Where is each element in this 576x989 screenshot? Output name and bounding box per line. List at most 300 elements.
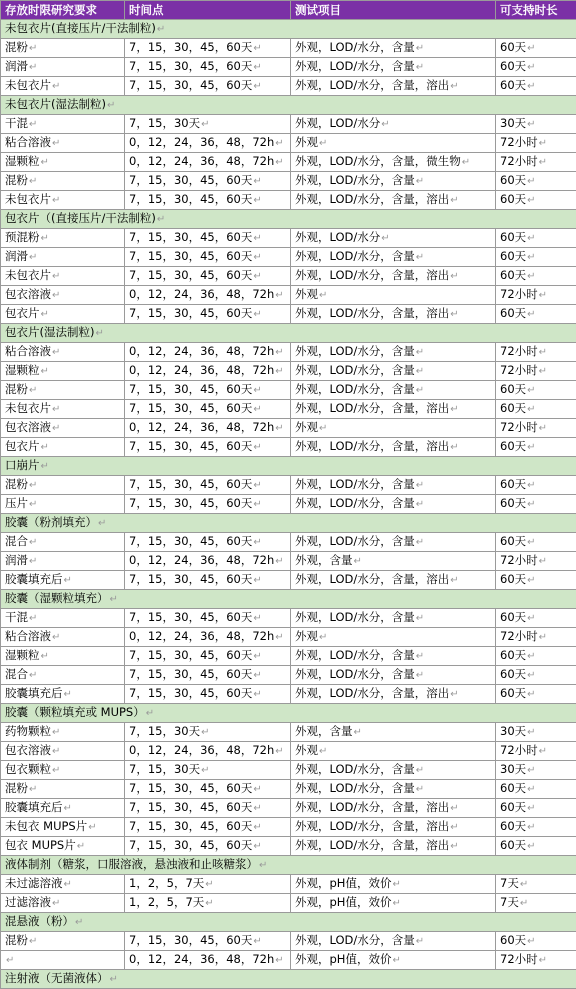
cell-stage	[1, 799, 125, 818]
paragraph-mark-icon: ↵	[527, 651, 535, 662]
paragraph-mark-icon: ↵	[253, 670, 261, 681]
cell-tests	[291, 77, 496, 96]
paragraph-mark-icon: ↵	[41, 442, 49, 453]
cell-tests-text: 外观	[295, 420, 318, 434]
paragraph-mark-icon: ↵	[52, 138, 60, 149]
cell-duration	[496, 571, 576, 590]
cell-stage	[1, 305, 125, 324]
table-row	[1, 248, 576, 267]
section-title	[1, 96, 576, 115]
cell-stage-text: 过滤溶液	[5, 895, 51, 909]
paragraph-mark-icon: ↵	[29, 385, 37, 396]
cell-duration-text: 72小时	[500, 344, 538, 358]
paragraph-mark-icon: ↵	[52, 404, 60, 415]
cell-stage-text: 包衣溶液	[5, 743, 51, 757]
cell-timepoints-text: 7，15，30，45，60天	[129, 496, 252, 510]
cell-timepoints-text: 7，15，30，45，60天	[129, 534, 252, 548]
paragraph-mark-icon: ↵	[157, 24, 165, 35]
cell-tests	[291, 628, 496, 647]
cell-stage	[1, 609, 125, 628]
cell-tests-text: 外观，LOD/水分，含量，溶出	[295, 800, 449, 814]
cell-timepoints-text: 7，15，30天	[129, 116, 200, 130]
paragraph-mark-icon: ↵	[539, 423, 547, 434]
header-test-items: 测试项目	[291, 1, 496, 20]
paragraph-mark-icon: ↵	[275, 632, 283, 643]
paragraph-mark-icon: ↵	[253, 480, 261, 491]
cell-timepoints-text: 7，15，30，45，60天	[129, 838, 252, 852]
cell-duration-text: 72小时	[500, 154, 538, 168]
cell-timepoints	[125, 115, 291, 134]
cell-tests-text: 外观，LOD/水分，含量	[295, 781, 415, 795]
paragraph-mark-icon: ↵	[527, 271, 535, 282]
cell-tests-text: 外观，含量	[295, 724, 353, 738]
cell-duration-text: 60天	[500, 572, 526, 586]
cell-timepoints-text: 7，15，30，45，60天	[129, 667, 252, 681]
cell-tests-text: 外观，pH值，效价	[295, 876, 391, 890]
paragraph-mark-icon: ↵	[253, 537, 261, 548]
paragraph-mark-icon: ↵	[253, 81, 261, 92]
cell-stage-text: 混粉	[5, 477, 28, 491]
paragraph-mark-icon: ↵	[253, 252, 261, 263]
table-row	[1, 723, 576, 742]
cell-timepoints	[125, 609, 291, 628]
paragraph-mark-icon: ↵	[41, 366, 49, 377]
cell-stage	[1, 229, 125, 248]
paragraph-mark-icon: ↵	[527, 309, 535, 320]
section-row	[1, 514, 576, 533]
cell-timepoints-text: 7，15，30，45，60天	[129, 173, 252, 187]
cell-tests-text: 外观，LOD/水分，含量，溶出	[295, 439, 449, 453]
paragraph-mark-icon: ↵	[416, 62, 424, 73]
cell-tests	[291, 894, 496, 913]
cell-stage-text: 未包衣片	[5, 192, 51, 206]
cell-timepoints	[125, 742, 291, 761]
cell-timepoints	[125, 419, 291, 438]
table-row	[1, 305, 576, 324]
cell-stage-text: 润滑	[5, 59, 28, 73]
cell-tests	[291, 400, 496, 419]
paragraph-mark-icon: ↵	[275, 290, 283, 301]
paragraph-mark-icon: ↵	[450, 803, 458, 814]
cell-stage-text: 包衣片	[5, 306, 40, 320]
section-title	[1, 324, 576, 343]
cell-duration	[496, 58, 576, 77]
header-duration: 可支持时长	[496, 1, 576, 20]
cell-duration	[496, 39, 576, 58]
cell-tests-text: 外观，LOD/水分，含量，溶出	[295, 306, 449, 320]
cell-stage	[1, 362, 125, 381]
cell-duration-text: 60天	[500, 838, 526, 852]
cell-tests	[291, 153, 496, 172]
cell-timepoints-text: 7，15，30，45，60天	[129, 686, 252, 700]
cell-duration-text: 60天	[500, 78, 526, 92]
section-title-text: 包衣片(湿法制粒)	[5, 325, 94, 339]
cell-stage	[1, 894, 125, 913]
cell-stage	[1, 172, 125, 191]
cell-tests	[291, 495, 496, 514]
cell-tests	[291, 305, 496, 324]
cell-stage-text: 未过滤溶液	[5, 876, 63, 890]
cell-duration-text: 60天	[500, 610, 526, 624]
paragraph-mark-icon: ↵	[527, 575, 535, 586]
paragraph-mark-icon: ↵	[416, 252, 424, 263]
cell-timepoints	[125, 666, 291, 685]
cell-timepoints	[125, 495, 291, 514]
cell-tests-text: 外观	[295, 135, 318, 149]
cell-timepoints-text: 7，15，30，45，60天	[129, 610, 252, 624]
cell-stage-text: 干混	[5, 610, 28, 624]
cell-stage-text: 湿颗粒	[5, 154, 40, 168]
paragraph-mark-icon: ↵	[52, 81, 60, 92]
paragraph-mark-icon: ↵	[539, 157, 547, 168]
paragraph-mark-icon: ↵	[539, 138, 547, 149]
cell-duration	[496, 799, 576, 818]
cell-stage	[1, 761, 125, 780]
cell-duration	[496, 761, 576, 780]
cell-stage	[1, 666, 125, 685]
cell-stage-text: 混粉	[5, 173, 28, 187]
cell-tests	[291, 552, 496, 571]
paragraph-mark-icon: ↵	[110, 974, 118, 985]
cell-timepoints	[125, 818, 291, 837]
table-row	[1, 476, 576, 495]
paragraph-mark-icon: ↵	[527, 670, 535, 681]
table-row	[1, 761, 576, 780]
cell-stage	[1, 115, 125, 134]
cell-duration-text: 60天	[500, 648, 526, 662]
cell-tests-text: 外观，LOD/水分，含量	[295, 173, 415, 187]
cell-tests-text: 外观	[295, 743, 318, 757]
section-title-text: 混悬液（粉）	[5, 914, 74, 928]
paragraph-mark-icon: ↵	[416, 784, 424, 795]
paragraph-mark-icon: ↵	[527, 689, 535, 700]
cell-stage	[1, 419, 125, 438]
paragraph-mark-icon: ↵	[29, 784, 37, 795]
paragraph-mark-icon: ↵	[539, 347, 547, 358]
cell-tests	[291, 780, 496, 799]
table-row	[1, 742, 576, 761]
cell-tests	[291, 742, 496, 761]
section-title	[1, 210, 576, 229]
cell-timepoints	[125, 381, 291, 400]
cell-stage	[1, 780, 125, 799]
section-title	[1, 457, 576, 476]
cell-timepoints-text: 0，12，24，36，48，72h	[129, 629, 274, 643]
cell-tests-text: 外观，LOD/水分，含量	[295, 344, 415, 358]
cell-stage-text: 混粉	[5, 40, 28, 54]
section-row	[1, 457, 576, 476]
table-row	[1, 419, 576, 438]
table-row	[1, 951, 576, 970]
cell-stage	[1, 400, 125, 419]
section-title-text: 注射液（无菌液体）	[5, 971, 109, 985]
table-row	[1, 343, 576, 362]
cell-stage-text: 包衣溶液	[5, 420, 51, 434]
paragraph-mark-icon: ↵	[98, 518, 106, 529]
cell-duration-text: 60天	[500, 192, 526, 206]
cell-duration	[496, 685, 576, 704]
paragraph-mark-icon: ↵	[253, 936, 261, 947]
paragraph-mark-icon: ↵	[275, 366, 283, 377]
cell-tests	[291, 723, 496, 742]
table-row	[1, 267, 576, 286]
paragraph-mark-icon: ↵	[41, 157, 49, 168]
paragraph-mark-icon: ↵	[416, 43, 424, 54]
cell-timepoints	[125, 58, 291, 77]
cell-stage	[1, 153, 125, 172]
paragraph-mark-icon: ↵	[253, 43, 261, 54]
cell-duration	[496, 875, 576, 894]
paragraph-mark-icon: ↵	[52, 746, 60, 757]
cell-timepoints-text: 7，15，30，45，60天	[129, 192, 252, 206]
section-title-text: 液体制剂（糖浆，口服溶液，悬浊液和止咳糖浆）	[5, 857, 258, 871]
section-title	[1, 20, 576, 39]
cell-tests	[291, 818, 496, 837]
paragraph-mark-icon: ↵	[527, 442, 535, 453]
cell-tests-text: 外观，pH值，效价	[295, 895, 391, 909]
cell-stage	[1, 723, 125, 742]
paragraph-mark-icon: ↵	[275, 955, 283, 966]
paragraph-mark-icon: ↵	[146, 708, 154, 719]
cell-tests-text: 外观，LOD/水分，含量	[295, 496, 415, 510]
cell-stage	[1, 495, 125, 514]
cell-stage-text: 包衣颗粒	[5, 762, 51, 776]
paragraph-mark-icon: ↵	[527, 499, 535, 510]
table-row	[1, 628, 576, 647]
section-title-text: 包衣片（(直接压片/干法制粒)	[5, 211, 156, 225]
cell-timepoints-text: 7，15，30天	[129, 724, 200, 738]
paragraph-mark-icon: ↵	[381, 233, 389, 244]
paragraph-mark-icon: ↵	[527, 936, 535, 947]
table-row	[1, 495, 576, 514]
table-row	[1, 58, 576, 77]
cell-stage	[1, 267, 125, 286]
cell-timepoints	[125, 571, 291, 590]
cell-tests	[291, 875, 496, 894]
cell-timepoints-text: 7，15，30，45，60天	[129, 59, 252, 73]
paragraph-mark-icon: ↵	[275, 423, 283, 434]
table-row	[1, 894, 576, 913]
cell-timepoints-text: 1，2，5，7天	[129, 895, 204, 909]
paragraph-mark-icon: ↵	[201, 765, 209, 776]
table-row	[1, 400, 576, 419]
paragraph-mark-icon: ↵	[157, 214, 165, 225]
paragraph-mark-icon: ↵	[527, 613, 535, 624]
cell-tests	[291, 647, 496, 666]
cell-stage-text: 干混	[5, 116, 28, 130]
cell-timepoints	[125, 153, 291, 172]
paragraph-mark-icon: ↵	[520, 898, 528, 909]
paragraph-mark-icon: ↵	[6, 955, 14, 966]
paragraph-mark-icon: ↵	[29, 613, 37, 624]
cell-duration	[496, 951, 576, 970]
cell-timepoints-text: 7，15，30，45，60天	[129, 819, 252, 833]
table-row	[1, 77, 576, 96]
cell-tests-text: 外观，LOD/水分	[295, 230, 380, 244]
table-row	[1, 286, 576, 305]
cell-stage	[1, 381, 125, 400]
paragraph-mark-icon: ↵	[527, 822, 535, 833]
cell-stage-text: 粘合溶液	[5, 344, 51, 358]
paragraph-mark-icon: ↵	[527, 803, 535, 814]
table-row	[1, 818, 576, 837]
section-title	[1, 514, 576, 533]
cell-stage	[1, 39, 125, 58]
cell-timepoints	[125, 191, 291, 210]
cell-stage-text: 混粉	[5, 933, 28, 947]
paragraph-mark-icon: ↵	[319, 632, 327, 643]
cell-tests	[291, 799, 496, 818]
cell-stage	[1, 685, 125, 704]
section-title-text: 胶囊（颗粒填充或 MUPS）	[5, 705, 145, 719]
cell-tests	[291, 666, 496, 685]
paragraph-mark-icon: ↵	[29, 936, 37, 947]
cell-tests-text: 外观，LOD/水分，含量	[295, 933, 415, 947]
cell-tests-text: 外观，LOD/水分，含量	[295, 667, 415, 681]
paragraph-mark-icon: ↵	[41, 233, 49, 244]
section-title-text: 胶囊（粉剂填充）	[5, 515, 97, 529]
table-row	[1, 381, 576, 400]
paragraph-mark-icon: ↵	[527, 765, 535, 776]
paragraph-mark-icon: ↵	[539, 290, 547, 301]
cell-stage	[1, 552, 125, 571]
cell-tests-text: 外观，LOD/水分，含量，溶出	[295, 268, 449, 282]
cell-tests-text: 外观，LOD/水分，含量	[295, 59, 415, 73]
cell-tests	[291, 229, 496, 248]
cell-duration-text: 60天	[500, 230, 526, 244]
paragraph-mark-icon: ↵	[527, 119, 535, 130]
cell-timepoints	[125, 77, 291, 96]
paragraph-mark-icon: ↵	[52, 271, 60, 282]
cell-tests	[291, 476, 496, 495]
cell-duration-text: 60天	[500, 477, 526, 491]
table-row	[1, 552, 576, 571]
table-row	[1, 647, 576, 666]
cell-stage-text: 药物颗粒	[5, 724, 51, 738]
paragraph-mark-icon: ↵	[416, 670, 424, 681]
table-row	[1, 837, 576, 856]
cell-stage-text: 胶囊填充后	[5, 686, 63, 700]
cell-duration-text: 60天	[500, 401, 526, 415]
cell-duration	[496, 476, 576, 495]
section-row	[1, 590, 576, 609]
table-row	[1, 666, 576, 685]
cell-tests	[291, 115, 496, 134]
cell-stage-text: 未包衣 MUPS片	[5, 819, 87, 833]
cell-timepoints-text: 7，15，30，45，60天	[129, 306, 252, 320]
cell-stage	[1, 837, 125, 856]
header-requirement: 存放时限研究要求	[1, 1, 125, 20]
section-title	[1, 856, 576, 875]
cell-duration-text: 60天	[500, 667, 526, 681]
cell-timepoints	[125, 267, 291, 286]
cell-tests-text: 外观，LOD/水分，含量	[295, 477, 415, 491]
paragraph-mark-icon: ↵	[527, 252, 535, 263]
section-row	[1, 970, 576, 989]
cell-timepoints	[125, 134, 291, 153]
cell-timepoints	[125, 894, 291, 913]
cell-duration	[496, 666, 576, 685]
cell-duration-text: 72小时	[500, 135, 538, 149]
cell-tests	[291, 837, 496, 856]
cell-tests	[291, 362, 496, 381]
section-title-text: 胶囊（湿颗粒填充）	[5, 591, 109, 605]
paragraph-mark-icon: ↵	[41, 309, 49, 320]
cell-timepoints	[125, 476, 291, 495]
cell-duration	[496, 723, 576, 742]
cell-stage-text: 润滑	[5, 249, 28, 263]
cell-stage	[1, 932, 125, 951]
paragraph-mark-icon: ↵	[539, 955, 547, 966]
cell-stage-text: 预混粉	[5, 230, 40, 244]
cell-duration	[496, 267, 576, 286]
cell-stage-text: 压片	[5, 496, 28, 510]
cell-timepoints	[125, 172, 291, 191]
cell-duration-text: 72小时	[500, 553, 538, 567]
cell-timepoints	[125, 932, 291, 951]
cell-duration-text: 60天	[500, 268, 526, 282]
table-row	[1, 229, 576, 248]
paragraph-mark-icon: ↵	[253, 613, 261, 624]
cell-tests-text: 外观，LOD/水分，含量	[295, 610, 415, 624]
cell-timepoints	[125, 628, 291, 647]
cell-duration	[496, 818, 576, 837]
paragraph-mark-icon: ↵	[527, 81, 535, 92]
section-row	[1, 20, 576, 39]
cell-stage	[1, 628, 125, 647]
cell-timepoints-text: 7，15，30，45，60天	[129, 477, 252, 491]
cell-stage	[1, 191, 125, 210]
cell-duration	[496, 647, 576, 666]
cell-stage-text: 湿颗粒	[5, 648, 40, 662]
cell-timepoints	[125, 799, 291, 818]
cell-stage-text: 混合	[5, 667, 28, 681]
paragraph-mark-icon: ↵	[205, 879, 213, 890]
paragraph-mark-icon: ↵	[416, 176, 424, 187]
cell-timepoints-text: 7，15，30，45，60天	[129, 439, 252, 453]
paragraph-mark-icon: ↵	[107, 100, 115, 111]
cell-timepoints	[125, 286, 291, 305]
paragraph-mark-icon: ↵	[29, 499, 37, 510]
cell-timepoints-text: 0，12，24，36，48，72h	[129, 344, 274, 358]
paragraph-mark-icon: ↵	[52, 727, 60, 738]
cell-timepoints	[125, 761, 291, 780]
cell-duration	[496, 115, 576, 134]
cell-timepoints-text: 7，15，30，45，60天	[129, 382, 252, 396]
cell-timepoints-text: 7，15，30，45，60天	[129, 933, 252, 947]
cell-stage	[1, 134, 125, 153]
paragraph-mark-icon: ↵	[253, 271, 261, 282]
cell-stage	[1, 343, 125, 362]
table-row	[1, 799, 576, 818]
cell-duration	[496, 381, 576, 400]
cell-duration-text: 7天	[500, 876, 519, 890]
cell-duration-text: 72小时	[500, 629, 538, 643]
cell-duration-text: 60天	[500, 686, 526, 700]
cell-tests	[291, 381, 496, 400]
paragraph-mark-icon: ↵	[527, 233, 535, 244]
paragraph-mark-icon: ↵	[253, 309, 261, 320]
section-title-text: 未包衣片(直接压片/干法制粒)	[5, 21, 156, 35]
paragraph-mark-icon: ↵	[527, 841, 535, 852]
cell-timepoints-text: 1，2，5，7天	[129, 876, 204, 890]
cell-duration-text: 60天	[500, 40, 526, 54]
table-row	[1, 39, 576, 58]
paragraph-mark-icon: ↵	[450, 81, 458, 92]
table-row	[1, 438, 576, 457]
cell-tests-text: 外观，LOD/水分，含量	[295, 40, 415, 54]
paragraph-mark-icon: ↵	[110, 594, 118, 605]
